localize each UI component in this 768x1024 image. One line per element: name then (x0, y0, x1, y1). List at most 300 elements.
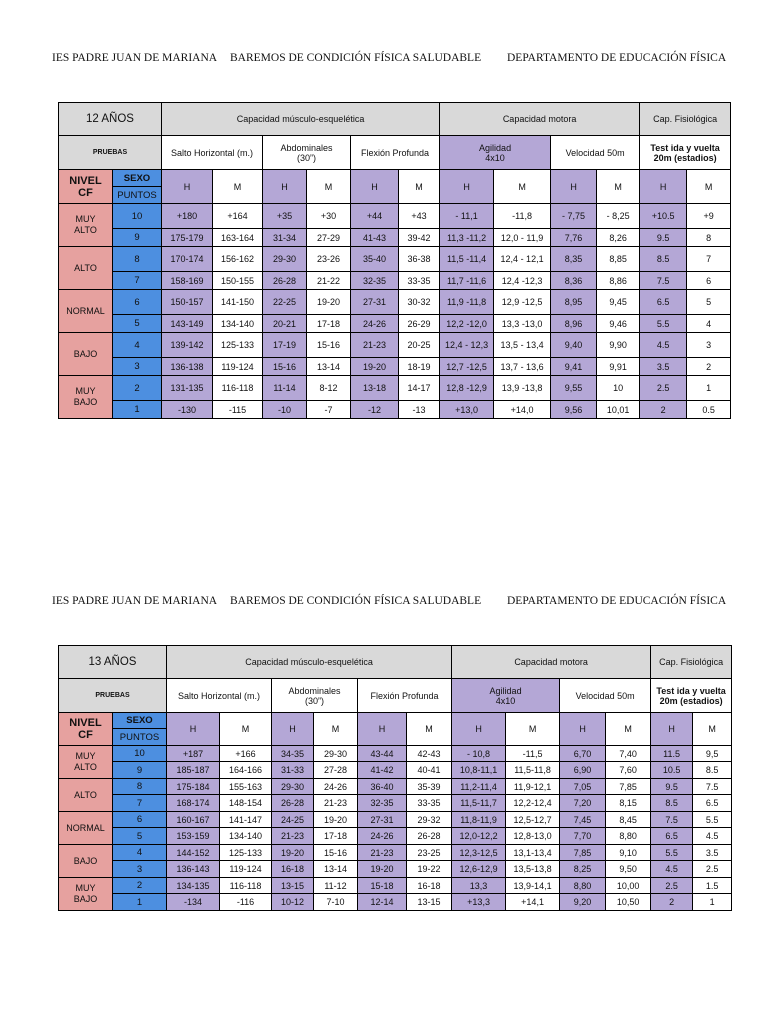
puntos-cell: 6 (113, 812, 167, 828)
value-cell: +9 (687, 204, 731, 229)
value-cell: 3.5 (640, 358, 687, 376)
value-cell: 7 (687, 247, 731, 272)
value-cell: 6,90 (560, 762, 606, 779)
value-cell: 15-16 (314, 845, 358, 861)
value-cell: -115 (213, 401, 263, 419)
value-cell: 26-28 (263, 272, 307, 290)
level-label-line2: ALTO (74, 225, 97, 235)
value-cell: 150-157 (162, 290, 213, 315)
value-cell: 7,85 (560, 845, 606, 861)
value-cell: 2 (640, 401, 687, 419)
puntos-cell: 3 (113, 861, 167, 878)
value-cell: 160-167 (167, 812, 220, 828)
value-cell: 12-14 (358, 894, 407, 911)
value-cell: 8,85 (597, 247, 640, 272)
test-agilidad (452, 679, 560, 713)
puntos-cell: 9 (113, 762, 167, 779)
value-cell: 11,9-12,1 (506, 779, 560, 795)
abdominales-label: Abdominales (280, 142, 333, 153)
value-cell: 7,45 (560, 812, 606, 828)
group-fisiologica: Cap. Fisiológica (651, 646, 732, 679)
value-cell: +13,0 (440, 401, 494, 419)
level-label-line1: MUY (75, 751, 96, 761)
value-cell: 8,26 (597, 229, 640, 247)
value-cell: 3 (687, 333, 731, 358)
value-cell: 8.5 (693, 762, 732, 779)
value-cell: 12,3-12,5 (452, 845, 506, 861)
value-cell: 12,0-12,2 (452, 828, 506, 845)
table-row (59, 861, 732, 878)
value-cell: 1 (693, 894, 732, 911)
table-row (59, 333, 731, 358)
pruebas-label: PRUEBAS (59, 136, 162, 170)
sex-m: M (506, 713, 560, 746)
value-cell: 27-31 (358, 812, 407, 828)
value-cell: 7,40 (606, 746, 651, 762)
value-cell: 10,00 (606, 878, 651, 894)
value-cell: 9,56 (551, 401, 597, 419)
test-agilidad (440, 136, 551, 170)
table-row (59, 315, 731, 333)
agilidad-label: Agilidad (479, 142, 512, 153)
value-cell: 8.5 (640, 247, 687, 272)
value-cell: 6.5 (651, 828, 693, 845)
value-cell: 19-22 (407, 861, 452, 878)
value-cell: 11-14 (263, 376, 307, 401)
sex-m: M (220, 713, 272, 746)
age-title: 12 AÑOS (59, 103, 162, 136)
value-cell: 12,2-12,4 (506, 795, 560, 812)
value-cell: 12,8 -12,9 (440, 376, 494, 401)
value-cell: 9,46 (597, 315, 640, 333)
puntos-cell: 9 (113, 229, 162, 247)
value-cell: 2.5 (651, 878, 693, 894)
value-cell: 8,96 (551, 315, 597, 333)
value-cell: 10,8-11,1 (452, 762, 506, 779)
department-name: DEPARTAMENTO DE EDUCACIÓN FÍSICA (507, 595, 727, 607)
value-cell: 21-23 (314, 795, 358, 812)
value-cell: - 11,1 (440, 204, 494, 229)
level-label-line1: BAJO (73, 348, 98, 359)
value-cell: 18-19 (399, 358, 440, 376)
value-cell: 7,70 (560, 828, 606, 845)
value-cell: -116 (220, 894, 272, 911)
test-ida-vuelta-label: Test ida y vuelta (656, 685, 726, 696)
test-velocidad: Velocidad 50m (560, 679, 651, 713)
value-cell: 11,9 -11,8 (440, 290, 494, 315)
value-cell: 11,2-11,4 (452, 779, 506, 795)
value-cell: 185-187 (167, 762, 220, 779)
nivel-cf-header (59, 170, 113, 204)
value-cell: 11-12 (314, 878, 358, 894)
level-label (59, 247, 113, 290)
value-cell: -11,5 (506, 746, 560, 762)
value-cell: +44 (351, 204, 399, 229)
value-cell: 175-179 (162, 229, 213, 247)
value-cell: - 7,75 (551, 204, 597, 229)
value-cell: 12,5-12,7 (506, 812, 560, 828)
table-row (59, 762, 732, 779)
value-cell: 2.5 (693, 861, 732, 878)
value-cell: 143-149 (162, 315, 213, 333)
group-motora: Capacidad motora (452, 646, 651, 679)
puntos-cell: 2 (113, 878, 167, 894)
value-cell: 5.5 (640, 315, 687, 333)
nivel-label: NIVEL (69, 717, 102, 729)
value-cell: 36-38 (399, 247, 440, 272)
abdominales-duration: (30”) (297, 152, 317, 163)
value-cell: 1.5 (693, 878, 732, 894)
test-ida-vuelta-unit: 20m (estadios) (653, 152, 717, 163)
value-cell: 8,95 (551, 290, 597, 315)
value-cell: +43 (399, 204, 440, 229)
sex-m: M (407, 713, 452, 746)
sex-h: H (162, 170, 213, 204)
value-cell: -134 (167, 894, 220, 911)
level-label (59, 290, 113, 333)
sex-m: M (693, 713, 732, 746)
value-cell: 6 (687, 272, 731, 290)
value-cell: 9.5 (651, 779, 693, 795)
level-label-line2: ALTO (74, 762, 97, 772)
value-cell: 156-162 (213, 247, 263, 272)
value-cell: 12,0 - 11,9 (494, 229, 551, 247)
value-cell: -11,8 (494, 204, 551, 229)
level-label-line1: MUY (75, 386, 96, 396)
level-label-line2: BAJO (73, 397, 98, 407)
value-cell: 125-133 (213, 333, 263, 358)
agilidad-label: Agilidad (489, 685, 522, 696)
value-cell: 15-16 (307, 333, 351, 358)
value-cell: 13,9-14,1 (506, 878, 560, 894)
value-cell: 13,5 - 13,4 (494, 333, 551, 358)
sex-m: M (597, 170, 640, 204)
value-cell: 10.5 (651, 762, 693, 779)
value-cell: 1 (687, 376, 731, 401)
school-name: IES PADRE JUAN DE MARIANA (52, 595, 218, 607)
value-cell: 163-164 (213, 229, 263, 247)
value-cell: 134-135 (167, 878, 220, 894)
value-cell: 32-35 (351, 272, 399, 290)
puntos-header: PUNTOS (113, 187, 162, 204)
value-cell: 43-44 (358, 746, 407, 762)
value-cell: 27-31 (351, 290, 399, 315)
value-cell: 22-25 (263, 290, 307, 315)
value-cell: 7.5 (640, 272, 687, 290)
value-cell: 26-28 (272, 795, 314, 812)
value-cell: 168-174 (167, 795, 220, 812)
page-header-1 (0, 52, 768, 68)
value-cell: +187 (167, 746, 220, 762)
table-row (59, 204, 731, 229)
sex-m: M (399, 170, 440, 204)
value-cell: 35-40 (351, 247, 399, 272)
value-cell: 20-25 (399, 333, 440, 358)
document-title: BAREMOS DE CONDICIÓN FÍSICA SALUDABLE (230, 52, 482, 64)
value-cell: 19-20 (272, 845, 314, 861)
value-cell: 20-21 (263, 315, 307, 333)
test-flexion: Flexión Profunda (358, 679, 452, 713)
value-cell: 134-140 (213, 315, 263, 333)
table-row (59, 358, 731, 376)
value-cell: +14,1 (506, 894, 560, 911)
puntos-cell: 10 (113, 746, 167, 762)
value-cell: 12,6-12,9 (452, 861, 506, 878)
table-row (59, 290, 731, 315)
sex-h: H (640, 170, 687, 204)
sex-h: H (263, 170, 307, 204)
value-cell: 7,85 (606, 779, 651, 795)
level-label (59, 333, 113, 376)
sex-m: M (307, 170, 351, 204)
value-cell: 24-26 (358, 828, 407, 845)
value-cell: 36-40 (358, 779, 407, 795)
value-cell: 8,80 (560, 878, 606, 894)
puntos-cell: 2 (113, 376, 162, 401)
test-salto: Salto Horizontal (m.) (162, 136, 263, 170)
sex-m: M (213, 170, 263, 204)
value-cell: 27-28 (314, 762, 358, 779)
test-abdominales (272, 679, 358, 713)
value-cell: 31-33 (272, 762, 314, 779)
table-row (59, 229, 731, 247)
table-row (59, 746, 732, 762)
sex-h: H (272, 713, 314, 746)
value-cell: 12,4 - 12,1 (494, 247, 551, 272)
test-velocidad: Velocidad 50m (551, 136, 640, 170)
abdominales-duration: (30”) (305, 695, 325, 706)
level-label (59, 746, 113, 779)
value-cell: 21-23 (272, 828, 314, 845)
value-cell: 150-155 (213, 272, 263, 290)
puntos-cell: 10 (113, 204, 162, 229)
value-cell: 9,40 (551, 333, 597, 358)
value-cell: 3.5 (693, 845, 732, 861)
value-cell: 21-23 (351, 333, 399, 358)
level-label (59, 376, 113, 419)
value-cell: 29-32 (407, 812, 452, 828)
value-cell: 24-26 (314, 779, 358, 795)
value-cell: 136-143 (167, 861, 220, 878)
table-row (59, 779, 732, 795)
value-cell: 164-166 (220, 762, 272, 779)
value-cell: 17-18 (314, 828, 358, 845)
value-cell: 10-12 (272, 894, 314, 911)
puntos-cell: 6 (113, 290, 162, 315)
value-cell: 141-150 (213, 290, 263, 315)
value-cell: 13,5-13,8 (506, 861, 560, 878)
document-title: BAREMOS DE CONDICIÓN FÍSICA SALUDABLE (230, 595, 482, 607)
value-cell: 155-163 (220, 779, 272, 795)
level-label-line1: MUY (75, 214, 96, 224)
table-row (59, 401, 731, 419)
value-cell: 9,41 (551, 358, 597, 376)
value-cell: 139-142 (162, 333, 213, 358)
test-salto: Salto Horizontal (m.) (167, 679, 272, 713)
value-cell: 34-35 (272, 746, 314, 762)
table-row (59, 272, 731, 290)
value-cell: 27-29 (307, 229, 351, 247)
cf-label: CF (78, 729, 93, 741)
sex-h: H (351, 170, 399, 204)
value-cell: 11.5 (651, 746, 693, 762)
value-cell: 13,3 (452, 878, 506, 894)
value-cell: 33-35 (407, 795, 452, 812)
value-cell: 9,50 (606, 861, 651, 878)
value-cell: +166 (220, 746, 272, 762)
value-cell: 21-22 (307, 272, 351, 290)
level-label (59, 812, 113, 845)
test-ida-vuelta (640, 136, 731, 170)
value-cell: 158-169 (162, 272, 213, 290)
value-cell: 141-147 (220, 812, 272, 828)
nivel-label: NIVEL (69, 174, 102, 187)
value-cell: 134-140 (220, 828, 272, 845)
value-cell: 2.5 (640, 376, 687, 401)
nivel-cf-header (59, 713, 113, 746)
value-cell: 119-124 (213, 358, 263, 376)
value-cell: +180 (162, 204, 213, 229)
value-cell: 39-42 (399, 229, 440, 247)
value-cell: 29-30 (314, 746, 358, 762)
value-cell: +10.5 (640, 204, 687, 229)
sex-h: H (358, 713, 407, 746)
test-ida-vuelta (651, 679, 732, 713)
value-cell: 4 (687, 315, 731, 333)
value-cell: 5.5 (651, 845, 693, 861)
value-cell: 6,70 (560, 746, 606, 762)
value-cell: 13-14 (307, 358, 351, 376)
group-musculo: Capacidad músculo-esquelética (162, 103, 440, 136)
value-cell: 13-14 (314, 861, 358, 878)
value-cell: 10,50 (606, 894, 651, 911)
level-label (59, 204, 113, 247)
sex-m: M (314, 713, 358, 746)
value-cell: 26-29 (399, 315, 440, 333)
value-cell: 16-18 (272, 861, 314, 878)
value-cell: 12,4 -12,3 (494, 272, 551, 290)
school-name: IES PADRE JUAN DE MARIANA (52, 52, 218, 64)
value-cell: 9,10 (606, 845, 651, 861)
value-cell: 7.5 (693, 779, 732, 795)
value-cell: 7-10 (314, 894, 358, 911)
value-cell: +30 (307, 204, 351, 229)
value-cell: 30-32 (399, 290, 440, 315)
value-cell: 8,36 (551, 272, 597, 290)
level-label (59, 779, 113, 812)
test-abdominales (263, 136, 351, 170)
value-cell: 17-18 (307, 315, 351, 333)
table-row (59, 845, 732, 861)
value-cell: 8-12 (307, 376, 351, 401)
value-cell: 125-133 (220, 845, 272, 861)
cf-label: CF (78, 186, 93, 199)
agilidad-distance: 4x10 (485, 152, 505, 163)
value-cell: 29-30 (272, 779, 314, 795)
value-cell: 148-154 (220, 795, 272, 812)
value-cell: 23-25 (407, 845, 452, 861)
sex-h: H (551, 170, 597, 204)
sex-h: H (452, 713, 506, 746)
value-cell: 11,7 -11,6 (440, 272, 494, 290)
value-cell: 12,4 - 12,3 (440, 333, 494, 358)
sex-h: H (440, 170, 494, 204)
puntos-cell: 1 (113, 401, 162, 419)
value-cell: 17-19 (263, 333, 307, 358)
value-cell: 8,25 (560, 861, 606, 878)
value-cell: 153-159 (167, 828, 220, 845)
test-ida-vuelta-label: Test ida y vuelta (650, 142, 720, 153)
sexo-header: SEXO (113, 713, 167, 729)
value-cell: 11,5 -11,4 (440, 247, 494, 272)
value-cell: 7,76 (551, 229, 597, 247)
value-cell: 13,9 -13,8 (494, 376, 551, 401)
level-label-line2: BAJO (73, 894, 98, 904)
value-cell: 4.5 (693, 828, 732, 845)
value-cell: -12 (351, 401, 399, 419)
level-label-line1: NORMAL (66, 822, 105, 833)
level-label-line1: ALTO (74, 789, 97, 800)
value-cell: 4.5 (640, 333, 687, 358)
value-cell: 170-174 (162, 247, 213, 272)
puntos-cell: 1 (113, 894, 167, 911)
value-cell: -13 (399, 401, 440, 419)
level-label-line1: BAJO (73, 855, 98, 866)
level-label (59, 878, 113, 911)
value-cell: 9,5 (693, 746, 732, 762)
sex-m: M (606, 713, 651, 746)
table-row (59, 376, 731, 401)
value-cell: 13-15 (407, 894, 452, 911)
baremo-table-12 (58, 102, 731, 419)
value-cell: 7,05 (560, 779, 606, 795)
baremo-table-13 (58, 645, 732, 911)
age-title: 13 AÑOS (59, 646, 167, 679)
value-cell: +164 (213, 204, 263, 229)
page-header-2 (0, 595, 768, 611)
sexo-header: SEXO (113, 170, 162, 187)
value-cell: 26-28 (407, 828, 452, 845)
value-cell: 136-138 (162, 358, 213, 376)
puntos-header: PUNTOS (113, 729, 167, 746)
value-cell: 19-20 (351, 358, 399, 376)
table-row (59, 878, 732, 894)
value-cell: 10,01 (597, 401, 640, 419)
puntos-cell: 3 (113, 358, 162, 376)
value-cell: 33-35 (399, 272, 440, 290)
value-cell: 7,20 (560, 795, 606, 812)
value-cell: 13-18 (351, 376, 399, 401)
sex-h: H (167, 713, 220, 746)
level-label-line1: ALTO (74, 262, 97, 273)
value-cell: 9,90 (597, 333, 640, 358)
value-cell: 29-30 (263, 247, 307, 272)
value-cell: 119-124 (220, 861, 272, 878)
value-cell: 19-20 (307, 290, 351, 315)
value-cell: 11,5-11,8 (506, 762, 560, 779)
value-cell: 8,35 (551, 247, 597, 272)
value-cell: 2 (651, 894, 693, 911)
value-cell: 4.5 (651, 861, 693, 878)
value-cell: 8 (687, 229, 731, 247)
value-cell: 16-18 (407, 878, 452, 894)
value-cell: 8.5 (651, 795, 693, 812)
test-flexion: Flexión Profunda (351, 136, 440, 170)
value-cell: 10 (597, 376, 640, 401)
value-cell: -7 (307, 401, 351, 419)
value-cell: 175-184 (167, 779, 220, 795)
group-motora: Capacidad motora (440, 103, 640, 136)
